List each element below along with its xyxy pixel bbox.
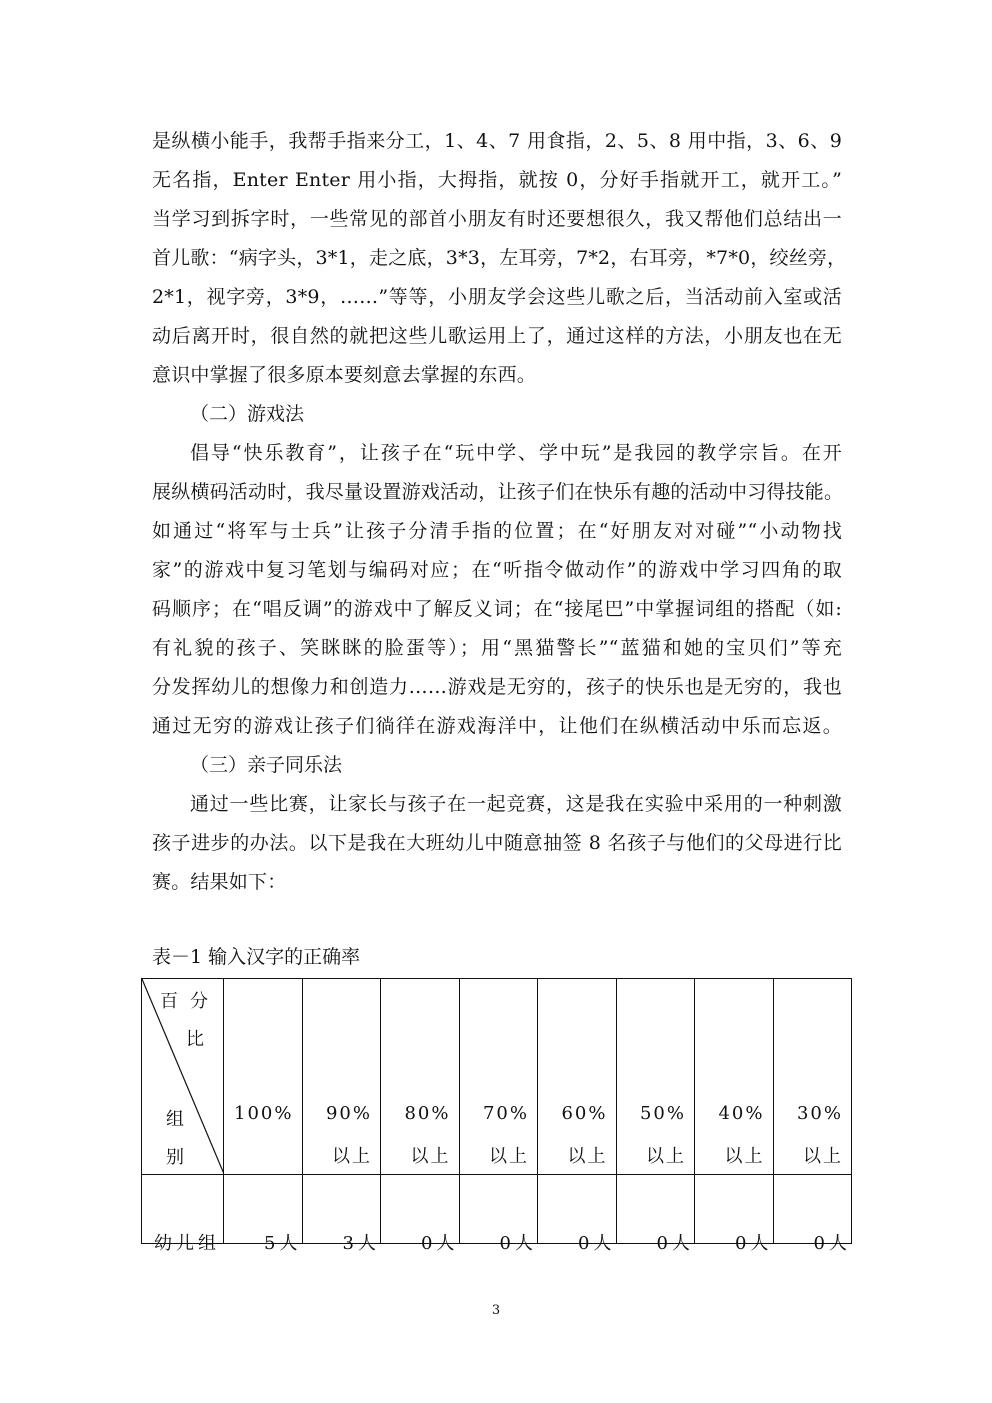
- table-caption: 表－1 输入汉字的正确率: [152, 946, 361, 968]
- cell-value: 0人: [656, 1233, 694, 1254]
- cell-value: 3人: [342, 1233, 380, 1254]
- page-number: 3: [491, 1303, 501, 1318]
- value-cell: [302, 1175, 381, 1254]
- header-percent: 40%: [718, 1103, 765, 1124]
- text-line: 通过一些比赛，让家长与孩子在一起竞赛，这是我在实验中采用的一种刺激: [190, 793, 842, 815]
- text-line: 如通过“将军与士兵”让孩子分清手指的位置；在“好朋友对对碰”“小动物找: [152, 520, 842, 542]
- value-cell: [224, 1175, 303, 1254]
- header-percent: 90%: [325, 1103, 372, 1124]
- corner-bottom-label: 别: [166, 1147, 184, 1168]
- text-line: 当学习到拆字时，一些常见的部首小朋友有时还要想很久，我又帮他们总结出一: [152, 208, 842, 230]
- corner-top-label: 比: [186, 1029, 204, 1050]
- header-percent: 30%: [796, 1103, 843, 1124]
- text-line: 有礼貌的孩子、笑眯眯的脸蛋等）；用“黑猫警长”“蓝猫和她的宝贝们”等充: [152, 637, 842, 659]
- header-cell: [695, 979, 774, 1175]
- text-line: 赛。结果如下：: [152, 871, 287, 893]
- text-line: 2*1，视字旁，3*9，……”等等，小朋友学会这些儿歌之后，当活动前入室或活: [152, 286, 842, 308]
- header-cell: [773, 979, 852, 1175]
- header-percent: 100%: [234, 1103, 294, 1124]
- header-percent: 70%: [482, 1103, 529, 1124]
- text-line: 孩子进步的办法。以下是我在大班幼儿中随意抽签 8 名孩子与他们的父母进行比: [152, 832, 842, 854]
- text-line: 动后离开时，很自然的就把这些儿歌运用上了，通过这样的方法，小朋友也在无: [152, 325, 842, 347]
- cell-value: 0人: [735, 1233, 773, 1254]
- value-cell: [459, 1175, 538, 1254]
- header-suffix: 以上: [410, 1146, 451, 1167]
- header-cell: [302, 979, 381, 1175]
- text-line: 无名指，Enter Enter 用小指，大拇指，就按 0，分好手指就开工，就开工。”: [152, 169, 842, 191]
- table-row: [142, 1175, 852, 1244]
- header-cell: [459, 979, 538, 1175]
- text-line: 首儿歌：“病字头，3*1，走之底，3*3，左耳旁，7*2，右耳旁，*7*0，绞丝旁，: [152, 247, 847, 269]
- text-line: 分发挥幼儿的想像力和创造力……游戏是无穷的，孩子的快乐也是无穷的，我也: [152, 676, 842, 698]
- text-line: 倡导“快乐教育”，让孩子在“玩中学、学中玩”是我园的教学宗旨。在开: [190, 442, 842, 464]
- section-heading: （二）游戏法: [190, 403, 305, 425]
- row-label-cell: [142, 1175, 224, 1254]
- corner-top-label: 百分: [160, 991, 220, 1012]
- header-cell: [616, 979, 695, 1175]
- corner-header-cell: [142, 979, 224, 1175]
- accuracy-table: [141, 978, 852, 1254]
- cell-value: 0人: [499, 1233, 537, 1254]
- value-cell: [616, 1175, 695, 1254]
- cell-value: 0人: [578, 1233, 616, 1254]
- header-suffix: 以上: [567, 1146, 608, 1167]
- cell-value: 5人: [264, 1233, 302, 1254]
- header-cell: [381, 979, 460, 1175]
- text-line: 通过无穷的游戏让孩子们徜徉在游戏海洋中，让他们在纵横活动中乐而忘返。: [152, 715, 842, 737]
- header-percent: 60%: [561, 1103, 608, 1124]
- value-cell: [773, 1175, 852, 1254]
- header-cell: [538, 979, 617, 1175]
- header-suffix: 以上: [803, 1146, 843, 1167]
- table-header-row: [142, 979, 852, 1175]
- header-suffix: 以上: [724, 1146, 765, 1167]
- cell-value: 0人: [813, 1233, 851, 1254]
- text-line: 是纵横小能手，我帮手指来分工，1、4、7 用食指，2、5、8 用中指，3、6、9: [152, 130, 842, 152]
- text-line: 展纵横码活动时，我尽量设置游戏活动，让孩子们在快乐有趣的活动中习得技能。: [152, 481, 844, 503]
- corner-bottom-label: 组: [166, 1109, 184, 1130]
- cell-value: 0人: [421, 1233, 459, 1254]
- text-line: 家”的游戏中复习笔划与编码对应；在“听指令做动作”的游戏中学习四角的取: [152, 559, 842, 581]
- header-suffix: 以上: [646, 1146, 686, 1167]
- row-label: 幼儿组: [154, 1233, 220, 1254]
- header-suffix: 以上: [489, 1146, 529, 1167]
- text-line: 码顺序；在“唱反调”的游戏中了解反义词；在“接尾巴”中掌握词组的搭配（如:: [152, 598, 842, 620]
- value-cell: [381, 1175, 460, 1254]
- section-heading: （三）亲子同乐法: [190, 754, 343, 776]
- header-suffix: 以上: [332, 1146, 372, 1167]
- value-cell: [695, 1175, 774, 1254]
- header-cell: [224, 979, 303, 1175]
- value-cell: [538, 1175, 617, 1254]
- header-percent: 80%: [404, 1103, 451, 1124]
- header-percent: 50%: [639, 1103, 686, 1124]
- text-line: 意识中掌握了很多原本要刻意去掌握的东西。: [152, 364, 537, 386]
